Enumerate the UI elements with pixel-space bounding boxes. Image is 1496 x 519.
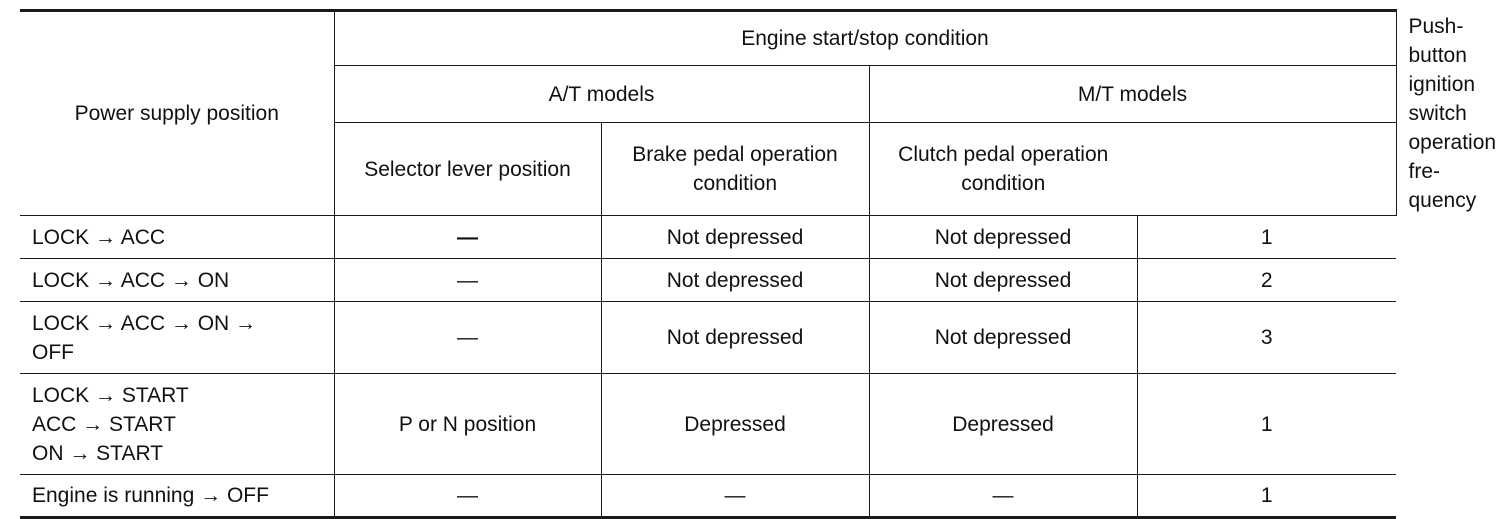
position-line: Engine is running → OFF (32, 484, 269, 507)
clutch-cell: Not depressed (869, 216, 1137, 259)
header-clutch-line: condition (961, 172, 1046, 196)
selector-cell: — (334, 475, 601, 518)
table-row (20, 216, 1396, 259)
header-mt-models: M/T models (869, 65, 1396, 122)
clutch-cell: Not depressed (869, 302, 1137, 374)
selector-cell: — (334, 302, 601, 374)
table-row (20, 475, 1396, 518)
brake-cell: Not depressed (601, 216, 869, 259)
brake-cell: Not depressed (601, 259, 869, 302)
frequency-cell: 1 (1137, 216, 1396, 259)
header-brake-pedal (601, 123, 869, 216)
frequency-cell: 1 (1137, 475, 1396, 518)
spec-table-container (20, 9, 1496, 519)
header-clutch-line: Clutch pedal operation (898, 143, 1109, 167)
header-engine-condition: Engine start/stop condition (334, 11, 1396, 66)
position-line: LOCK → ACC → ON → (32, 311, 257, 335)
position-line: LOCK → ACC → ON (32, 268, 230, 292)
header-at-models: A/T models (334, 65, 869, 122)
frequency-cell: 1 (1137, 374, 1396, 475)
position-line: ACC → START (32, 412, 176, 436)
selector-cell: — (334, 259, 601, 302)
position-cell (20, 374, 334, 475)
position-cell (20, 475, 334, 518)
header-power-supply-position: Power supply position (20, 11, 334, 216)
header-selector-lever: Selector lever position (334, 123, 601, 216)
header-row-1: Power supply position Engine start/stop condition Push-button ignition switch operation fre- quency (20, 11, 1396, 66)
header-brake-line: condition (692, 172, 778, 196)
brake-cell: Not depressed (601, 302, 869, 374)
position-cell (20, 259, 334, 302)
position-cell (20, 302, 334, 374)
frequency-cell: 2 (1137, 259, 1396, 302)
position-line: ON → START (32, 441, 164, 465)
position-line: LOCK → ACC (32, 225, 166, 249)
frequency-cell: 3 (1137, 302, 1396, 374)
brake-cell: — (601, 475, 869, 518)
position-cell (20, 216, 334, 259)
header-brake-line: Brake pedal operation (632, 143, 838, 167)
clutch-cell: Depressed (869, 374, 1137, 475)
position-line: OFF (32, 340, 74, 364)
selector-cell: P or N position (334, 374, 601, 475)
ignition-operation-table (20, 9, 1496, 519)
table-row (20, 259, 1396, 302)
header-clutch-pedal (869, 123, 1137, 216)
position-line: LOCK → START (32, 383, 189, 407)
selector-cell: — (334, 216, 601, 259)
table-row (20, 374, 1396, 475)
clutch-cell: — (869, 475, 1137, 518)
clutch-cell: Not depressed (869, 259, 1137, 302)
brake-cell: Depressed (601, 374, 869, 475)
table-row (20, 302, 1396, 374)
